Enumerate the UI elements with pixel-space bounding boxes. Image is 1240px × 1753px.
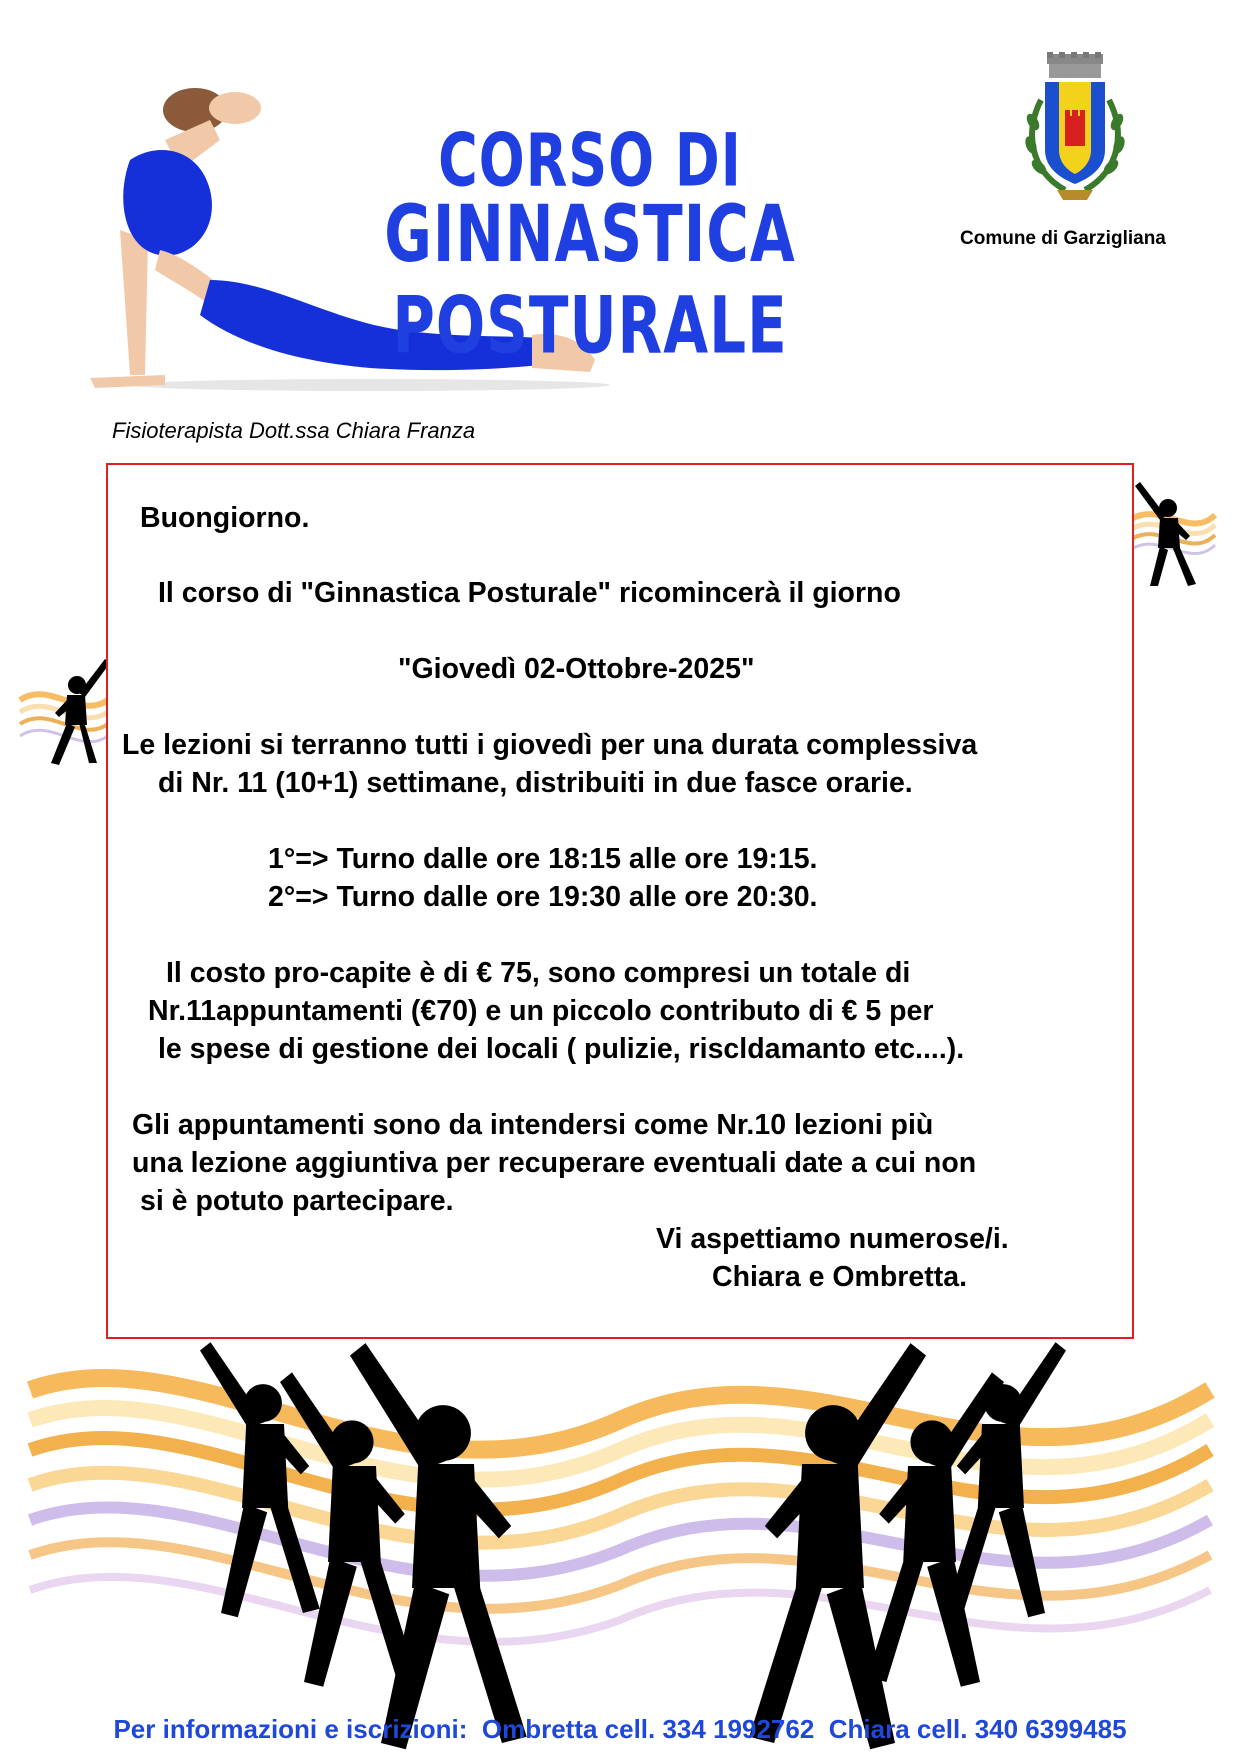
signature: Chiara e Ombretta. bbox=[712, 1261, 967, 1293]
page-title-line-2: GINNASTICA POSTURALE bbox=[384, 188, 796, 372]
contact-footer: Per informazioni e iscrizioni: Ombretta cell. 334 1992762 Chiara cell. 340 6399485 bbox=[113, 1714, 1127, 1744]
cost-line-1: Il costo pro-capite è di € 75, sono compresi un totale di bbox=[166, 957, 911, 989]
schedule-line-2: di Nr. 11 (10+1) settimane, distribuiti in due fasce orarie. bbox=[158, 767, 913, 799]
physiotherapist-credit: Fisioterapista Dott.ssa Chiara Franza bbox=[112, 418, 476, 443]
stretching-silhouette-icon bbox=[35, 655, 115, 765]
dancers-group bbox=[0, 1320, 1240, 1720]
cost-line-3: le spese di gestione dei locali ( pulizie, riscldamanto etc....). bbox=[158, 1033, 965, 1065]
lessons-line-1: Gli appuntamenti sono da intendersi come Nr.10 lezioni più bbox=[132, 1109, 934, 1141]
comune-name: Comune di Garzigliana bbox=[960, 228, 1166, 249]
greeting: Buongiorno. bbox=[140, 502, 310, 534]
schedule-line-1: Le lezioni si terranno tutti i giovedì per una durata complessiva bbox=[122, 729, 978, 761]
closing-text: Vi aspettiamo numerose/i. bbox=[656, 1223, 1009, 1255]
stretching-silhouette-icon bbox=[1130, 478, 1210, 588]
coat-of-arms-icon bbox=[1015, 50, 1135, 210]
intro-text: Il corso di "Ginnastica Posturale" ricomincerà il giorno bbox=[158, 577, 901, 609]
page-title-line-1: CORSO DI bbox=[438, 118, 742, 204]
message-box bbox=[106, 463, 1134, 1339]
shift-1: 1°=> Turno dalle ore 18:15 alle ore 19:15. bbox=[268, 843, 818, 875]
lessons-line-3: si è potuto partecipare. bbox=[140, 1185, 454, 1217]
cost-line-2: Nr.11appuntamenti (€70) e un piccolo contributo di € 5 per bbox=[148, 995, 934, 1027]
start-date: "Giovedì 02-Ottobre-2025" bbox=[398, 653, 755, 685]
lessons-line-2: una lezione aggiuntiva per recuperare eventuali date a cui non bbox=[132, 1147, 977, 1179]
shift-2: 2°=> Turno dalle ore 19:30 alle ore 20:30. bbox=[268, 881, 818, 913]
